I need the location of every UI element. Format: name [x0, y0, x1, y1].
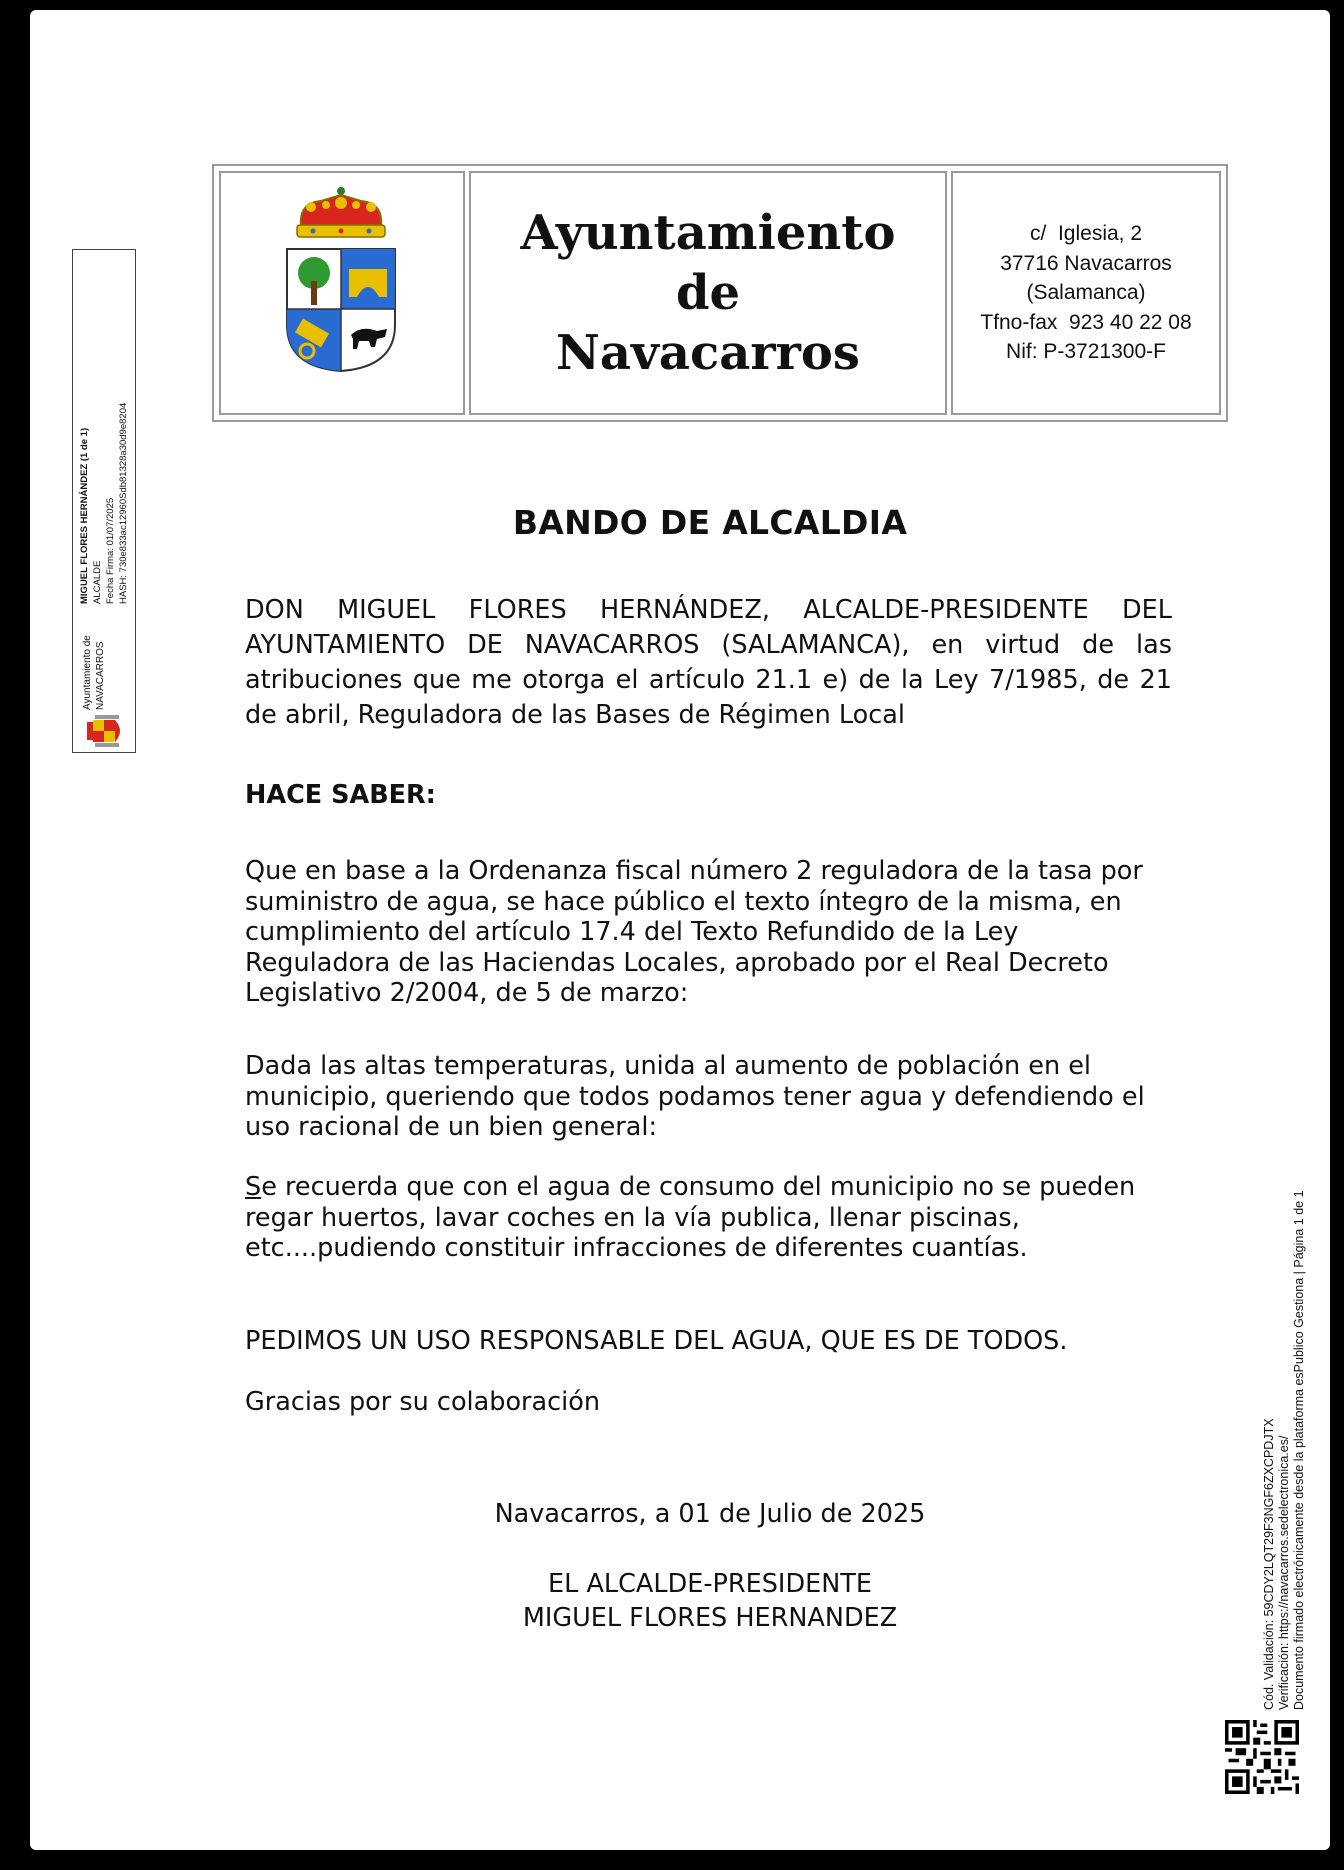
text-line: municipio, queriendo que todos podamos tener agua y defendiendo el [245, 1081, 1145, 1112]
signature-stamp [72, 249, 136, 753]
validation-line: Verificación: https://navacarros.sedelectronica.es/ [1277, 1435, 1291, 1710]
address-line: Nif: P-3721300-F [1006, 340, 1166, 364]
text-line: regar huertos, lavar coches en la vía publica, llenar piscinas, [245, 1202, 1020, 1233]
stamp-line: ALCALDE [92, 560, 103, 604]
document-heading: BANDO DE ALCALDIA [512, 503, 908, 542]
signer-title: EL ALCALDE-PRESIDENTE [548, 1569, 872, 1599]
validation-line: Cód. Validación: 59CDY2LQT29F3NGF6ZXCPDJTX [1262, 1418, 1276, 1710]
text-line: etc....pudiendo constituir infracciones de diferentes cuantías. [245, 1233, 1028, 1263]
underlined-letter: S [245, 1172, 262, 1202]
thanks-line: Gracias por su colaboración [245, 1387, 601, 1417]
text-line: Dada las altas temperaturas, unida al aumento de población en el [245, 1051, 1091, 1081]
title-line: de [675, 265, 741, 321]
spain-coat-of-arms-icon [85, 714, 125, 748]
text-line [245, 1172, 1135, 1203]
address-line: (Salamanca) [1026, 281, 1146, 305]
responsible-use-notice: PEDIMOS UN USO RESPONSABLE DEL AGUA, QUE ES DE TODOS. [245, 1326, 1068, 1356]
municipality-title-cell [469, 171, 947, 415]
paragraph-ordenanza [245, 856, 1143, 1009]
paragraph-recuerda [245, 1172, 1135, 1264]
qr-code-icon [1225, 1720, 1299, 1794]
document-page [30, 10, 1330, 1850]
text-line: Legislativo 2/2004, de 5 de marzo: [245, 978, 689, 1008]
address-line: 37716 Navacarros [1000, 251, 1172, 275]
letterhead-table [212, 164, 1228, 422]
validation-line: Documento firmado electrónicamente desde la plataforma esPublico Gestiona | Página 1 de 1 [1292, 1190, 1306, 1710]
validation-footer [1262, 1140, 1312, 1710]
signer-name: MIGUEL FLORES HERNANDEZ [522, 1603, 898, 1633]
text-line: suministro de agua, se hace público el texto íntegro de la misma, en [245, 886, 1122, 917]
stamp-organization [81, 635, 107, 710]
stamp-line: HASH: 730e833ac12960Sdb81328a30d9e8204 [118, 402, 129, 604]
address-block [980, 219, 1191, 367]
stamp-line: Fecha Firma: 01/07/2025 [105, 497, 116, 604]
text-line: Reguladora de las Haciendas Locales, aprobado por el Real Decreto [245, 947, 1109, 978]
place-date: Navacarros, a 01 de Julio de 2025 [494, 1499, 926, 1529]
paragraph-temperaturas [245, 1051, 1145, 1143]
text-line: uso racional de un bien general: [245, 1112, 658, 1142]
address-line: Tfno-fax 923 40 22 08 [980, 310, 1192, 334]
address-cell [951, 171, 1221, 415]
hace-saber-label: HACE SABER: [245, 780, 436, 810]
municipal-crest-icon [281, 185, 401, 375]
crest-cell [219, 171, 465, 415]
stamp-signer-details [78, 403, 130, 604]
title-line: Navacarros [556, 325, 860, 381]
stamp-line: NAVACARROS [95, 641, 106, 710]
text-line: Que en base a la Ordenanza fiscal número 2 reguladora de la tasa por [245, 856, 1143, 886]
intro-paragraph: DON MIGUEL FLORES HERNÁNDEZ, ALCALDE-PRESIDENTE DEL AYUNTAMIENTO DE NAVACARROS (SALAMANCA), en virtud de las atribuciones que me otorga el artículo 21.1 e) de la Ley 7/1985, de 21 de abril, Reguladora de las Bases de Régimen Local [245, 595, 1172, 730]
text-line: cumplimiento del artículo 17.4 del Texto Refundido de la Ley [245, 917, 1019, 947]
title-line: Ayuntamiento [520, 205, 896, 261]
text-span: e recuerda que con el agua de consumo del municipio no se pueden [261, 1172, 1136, 1202]
stamp-line: Ayuntamiento de [82, 635, 93, 710]
municipality-title [521, 203, 896, 383]
stamp-line: MIGUEL FLORES HERNÁNDEZ (1 de 1) [79, 427, 90, 604]
address-line: c/ Iglesia, 2 [1029, 222, 1143, 246]
